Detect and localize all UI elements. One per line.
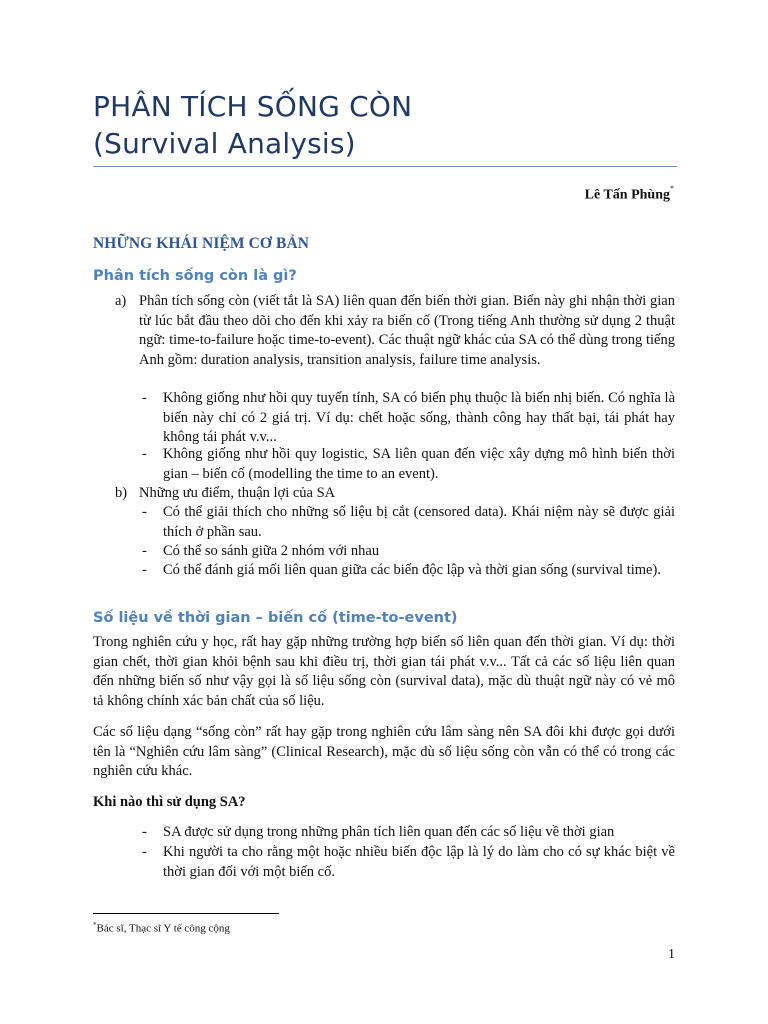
bullet-dash: - bbox=[142, 390, 147, 406]
author bbox=[585, 186, 674, 204]
footnote-text: Bác sĩ, Thạc sĩ Y tế công cộng bbox=[96, 922, 230, 935]
document-title bbox=[93, 88, 693, 162]
list-item-a-text: Phân tích sống còn (viết tắt là SA) liên quan đến biến thời gian. Biến này ghi nhận thời gian từ lúc bắt đầu theo dõi cho đến khi xảy ra biến cố (Trong tiếng Anh thường sử dụng 2 thuật ngữ: time-to-failure hoặc time-to-event). Các thuật ngữ khác của SA có thể dùng trong tiếng Anh gồm: duration analysis, transition analysis, failure time analysis. bbox=[139, 293, 675, 368]
bullet-dash: - bbox=[142, 562, 147, 578]
footnote-mark: * bbox=[93, 921, 97, 929]
footnote bbox=[93, 921, 230, 935]
section-heading: NHỮNG KHÁI NIỆM CƠ BẢN bbox=[93, 235, 310, 252]
paragraph-time-to-event-2: Các số liệu dạng “sống còn” rất hay gặp trong nghiên cứu lâm sàng nên SA đôi khi được gọi dưới tên là “Nghiên cứu lâm sàng” (Clinical Research), mặc dù số liệu sống còn vẫn có thể có trong các nghiên cứu khác. bbox=[93, 724, 675, 779]
bullet-dash: - bbox=[142, 844, 147, 860]
list-item-a-bullet-1: Không giống như hồi quy tuyến tính, SA có biến phụ thuộc là biến nhị biến. Có nghĩa là biến này chỉ có 2 giá trị. Ví dụ: chết hoặc sống, thành công hay thất bại, tái phát hay không tái phát v.v... bbox=[163, 390, 675, 445]
list-item-b-bullet-2: Có thể so sánh giữa 2 nhóm với nhau bbox=[163, 543, 380, 559]
list-label-a: a) bbox=[115, 293, 127, 309]
when-to-use-bullet-2: Khi người ta cho rằng một hoặc nhiều biến độc lập là lý do làm cho có sự khác biệt về thời gian đối với một biến cố. bbox=[163, 844, 675, 880]
when-to-use-bullet-1: SA được sử dụng trong những phân tích liên quan đến các số liệu về thời gian bbox=[163, 824, 615, 840]
title-line-1: PHÂN TÍCH SỐNG CÒN bbox=[93, 90, 413, 123]
bullet-dash: - bbox=[142, 446, 147, 462]
title-divider bbox=[93, 166, 677, 167]
list-item-b-bullet-3: Có thể đánh giá mối liên quan giữa các biến độc lập và thời gian sống (survival time). bbox=[163, 562, 661, 578]
bullet-dash: - bbox=[142, 504, 147, 520]
page-number: 1 bbox=[668, 947, 675, 962]
list-label-b: b) bbox=[115, 485, 128, 501]
paragraph-time-to-event-1: Trong nghiên cứu y học, rất hay gặp những trường hợp biến số liên quan đến thời gian. Ví dụ: thời gian chết, thời gian khỏi bệnh sau khi điều trị, thời gian tái phát v.v... Tất cả các số liệu liên quan đến những biến số như vậy gọi là số liệu sống còn (survival data), mặc dù thuật ngữ này có vẻ mô tả không chính xác bản chất của số liệu. bbox=[93, 634, 675, 709]
list-item-a-bullet-2: Không giống như hồi quy logistic, SA liên quan đến việc xây dựng mô hình biến thời gian – biến cố (modelling the time to an event). bbox=[163, 446, 675, 482]
bullet-dash: - bbox=[142, 543, 147, 559]
bullet-dash: - bbox=[142, 824, 147, 840]
subheading-when-to-use: Khi nào thì sử dụng SA? bbox=[93, 794, 246, 810]
subheading-time-to-event: Số liệu về thời gian – biến cố (time-to-event) bbox=[93, 610, 458, 626]
list-item-b-text: Những ưu điểm, thuận lợi của SA bbox=[139, 485, 336, 501]
subheading-what-is-sa: Phân tích sống còn là gì? bbox=[93, 268, 297, 284]
footnote-divider bbox=[93, 913, 279, 914]
author-name: Lê Tấn Phùng bbox=[584, 187, 670, 203]
list-item-b-bullet-1: Có thể giải thích cho những số liệu bị cắt (censored data). Khái niệm này sẽ được giải thích ở phần sau. bbox=[163, 504, 675, 540]
title-line-2: (Survival Analysis) bbox=[93, 127, 356, 160]
author-footnote-mark: * bbox=[670, 184, 674, 193]
